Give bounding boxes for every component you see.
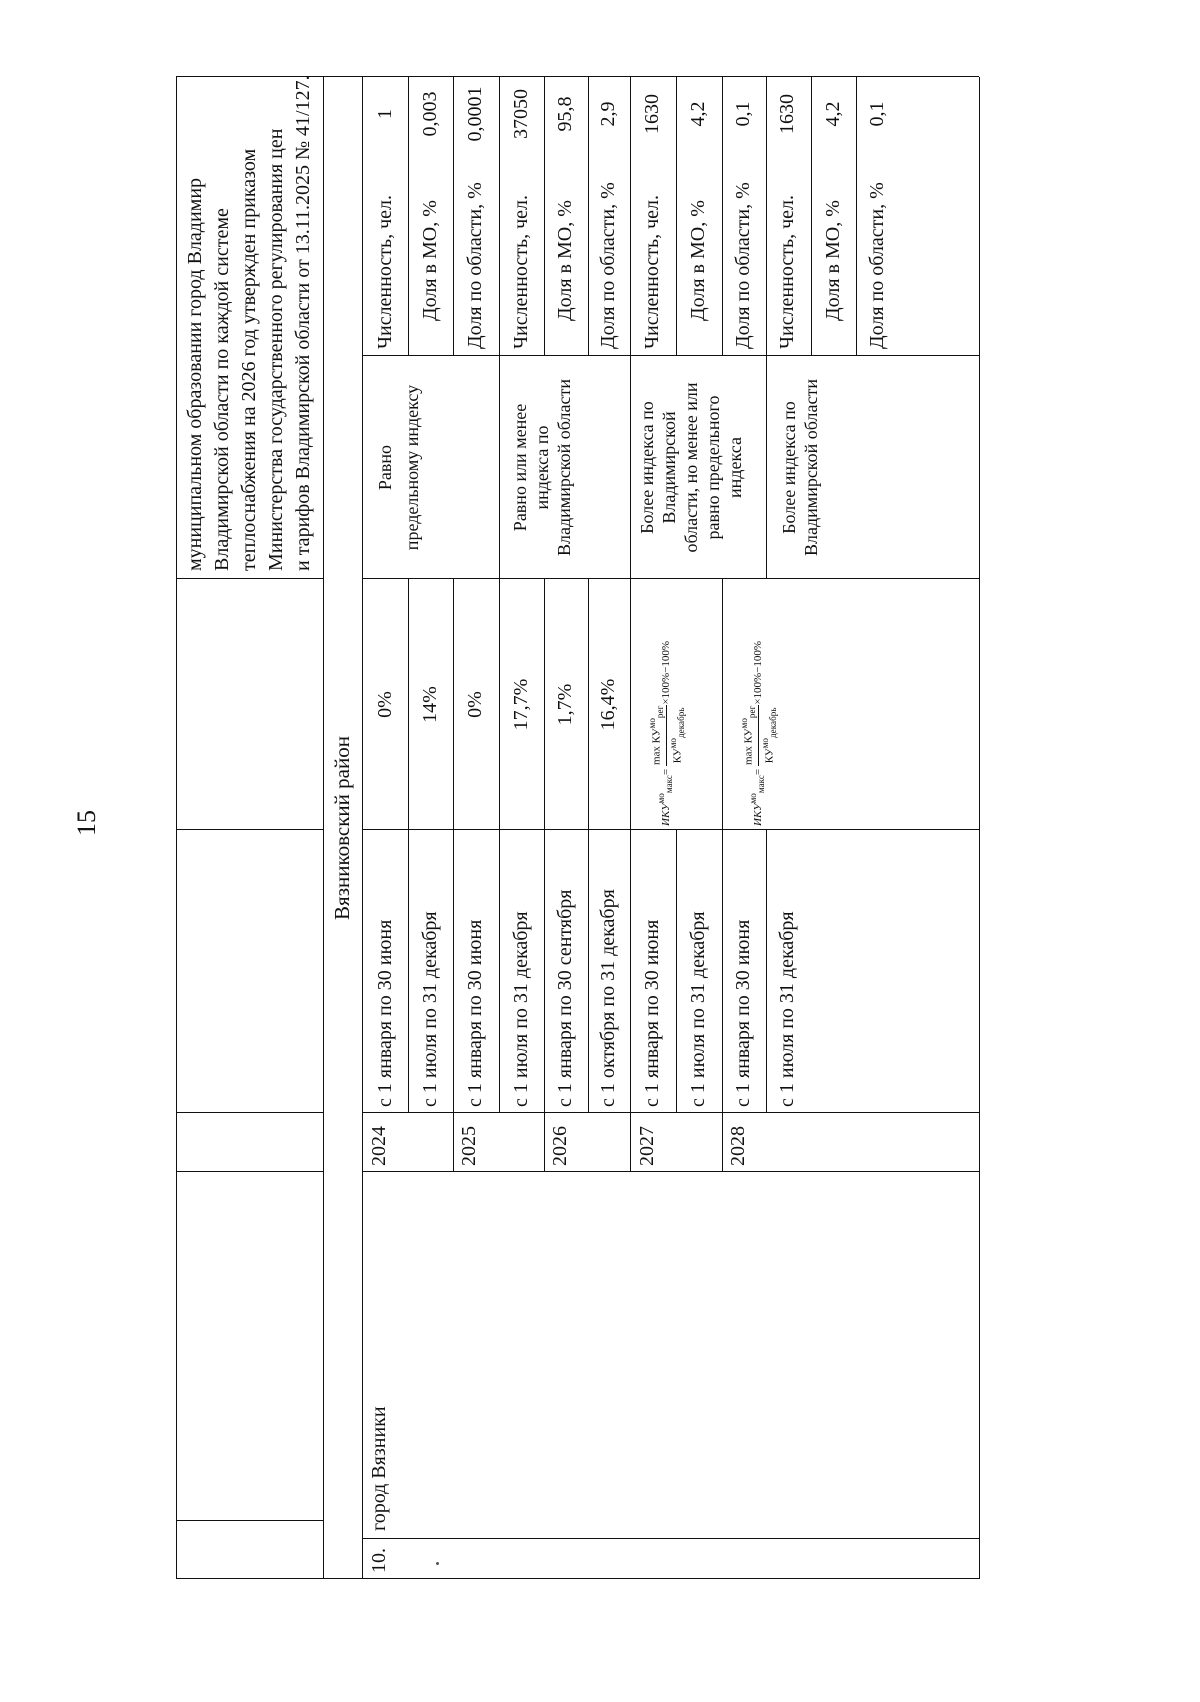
number-col-border	[362, 1538, 979, 1539]
header-note	[182, 75, 317, 571]
formula-denominator: КУ	[671, 748, 684, 764]
rotated-table	[176, 77, 979, 1579]
period-line	[630, 830, 631, 1113]
index-line	[722, 579, 723, 830]
index-cell: 17,7%	[510, 678, 532, 731]
period-line	[676, 830, 677, 1113]
metric-label: Доля по области, %	[732, 182, 754, 349]
max-index-formula: $ИКУ^{мо}_{макс}=$ $\max КУ^{мо}_{рег}$ $КУ^{мо}_{декабрь}$ ×100%−100%	[647, 640, 686, 826]
group-label-line: Владимирской области	[554, 379, 574, 556]
formula-sup: мо	[739, 718, 749, 729]
formula-tail: ×100%−100%	[751, 640, 764, 705]
metric-line	[408, 77, 409, 356]
period-cell: с 1 июля по 31 декабря	[419, 911, 441, 1107]
metric-label: Доля по области, %	[597, 182, 619, 349]
header-note-line: теплоснабжения на 2026 год утвержден приказом	[238, 148, 260, 571]
row-number: 10.	[368, 1548, 390, 1573]
period-line	[722, 830, 723, 1113]
formula-sub: макс	[664, 775, 675, 794]
header-note-line: Владимирской области по каждой системе	[211, 208, 233, 571]
formula-sub: рег	[746, 705, 757, 719]
metric-value: 1630	[776, 94, 798, 134]
metric-value: 0,1	[732, 101, 754, 127]
table-left-border	[176, 1578, 979, 1579]
group-label-line: области, но менее или	[681, 382, 701, 553]
group-label	[778, 356, 822, 579]
year-line	[453, 1113, 454, 1172]
metric-line	[856, 77, 857, 356]
index-line	[544, 579, 545, 830]
period-cell: с 1 января по 30 июня	[464, 919, 486, 1107]
group-label-line: Владимирской области	[801, 379, 821, 556]
metric-value: 4,2	[687, 101, 709, 127]
header-divider-2	[176, 1171, 323, 1172]
year-line	[630, 1113, 631, 1172]
period-cell: с 1 июля по 31 декабря	[776, 911, 798, 1107]
formula-fraction	[738, 705, 779, 766]
group-label-line: Равно или менее	[510, 403, 530, 532]
metric-line	[722, 77, 723, 356]
period-line	[588, 830, 589, 1113]
metric-value: 37050	[510, 89, 532, 139]
period-line	[453, 830, 454, 1113]
formula-lhs: ИКУ	[751, 803, 764, 826]
metric-line	[544, 77, 545, 356]
metric-line	[766, 77, 767, 356]
metric-line	[811, 77, 812, 356]
metric-value: 2,9	[597, 101, 619, 127]
district-heading: Вязниковский район	[330, 736, 354, 920]
group-label-line: индекса	[725, 437, 745, 498]
index-cell: 16,4%	[597, 678, 619, 731]
group-label-line: предельному индексу	[402, 384, 422, 551]
index-cell: 14%	[419, 686, 441, 723]
formula-sup: мо	[759, 737, 770, 749]
metric-value: 1630	[641, 94, 663, 134]
metric-label: Доля в МО, %	[554, 200, 576, 321]
metric-line	[588, 77, 589, 356]
period-line	[408, 830, 409, 1113]
district-bottom-border	[362, 77, 363, 1579]
period-cell: с 1 января по 30 июня	[732, 919, 754, 1107]
header-bottom-border	[323, 77, 324, 1579]
formula-fraction	[646, 705, 687, 766]
header-divider-3	[176, 1112, 323, 1113]
header-divider-1	[176, 1520, 323, 1521]
metric-line	[630, 77, 631, 356]
formula-sup: мо	[748, 793, 759, 804]
year-line	[722, 1113, 723, 1172]
year-cell: 2024	[368, 1126, 390, 1166]
metric-line	[453, 77, 454, 356]
formula-numerator: max КУ	[650, 728, 663, 766]
header-divider-5	[176, 578, 323, 579]
formula-sub: рег	[654, 705, 665, 719]
metric-label: Доля в МО, %	[687, 200, 709, 321]
index-cell: 0%	[464, 691, 486, 718]
group-line	[630, 356, 631, 579]
metric-label: Численность, чел.	[510, 195, 532, 349]
index-cell: 1,7%	[554, 683, 576, 726]
locality-col-border	[362, 1171, 979, 1172]
period-cell: с 1 июля по 31 декабря	[510, 911, 532, 1107]
metric-value: 0,1	[866, 101, 888, 127]
year-line	[544, 1113, 545, 1172]
period-cell: с 1 января по 30 сентября	[554, 889, 576, 1107]
index-cell: 0%	[374, 691, 396, 718]
period-line	[544, 830, 545, 1113]
year-cell: 2028	[727, 1126, 749, 1166]
period-cell: с 1 октября по 31 декабря	[597, 889, 619, 1107]
scan-speck	[436, 1562, 439, 1565]
metric-label: Численность, чел.	[374, 195, 396, 349]
group-label-line: Равно	[375, 444, 395, 491]
period-cell: с 1 июля по 31 декабря	[687, 911, 709, 1107]
metric-value: 4,2	[822, 101, 844, 127]
metric-label: Численность, чел.	[776, 195, 798, 349]
table-top-border	[176, 77, 177, 1579]
formula-sub: декабрь	[675, 707, 686, 738]
period-cell: с 1 января по 30 июня	[374, 919, 396, 1107]
group-label	[636, 356, 746, 579]
period-line	[766, 830, 767, 1113]
group-label-line: индекса по	[532, 425, 552, 510]
page-number: 15	[72, 810, 101, 836]
metric-line	[499, 77, 500, 356]
metric-value: 0,003	[419, 91, 441, 137]
formula-lhs: ИКУ	[659, 803, 672, 826]
formula-sup: мо	[647, 718, 657, 729]
index-line	[408, 579, 409, 830]
year-cell: 2026	[549, 1126, 571, 1166]
group-label	[372, 356, 426, 579]
formula-sub: макс	[756, 775, 767, 794]
metric-label: Численность, чел.	[641, 195, 663, 349]
metric-line	[676, 77, 677, 356]
metric-label: Доля в МО, %	[419, 200, 441, 321]
group-label-line: Владимирской	[659, 411, 679, 524]
index-line	[499, 579, 500, 830]
period-line	[499, 830, 500, 1113]
year-col-border	[362, 1112, 979, 1113]
index-line	[588, 579, 589, 830]
group-label-line: равно предельного	[703, 395, 723, 540]
metric-label: Доля по области, %	[464, 182, 486, 349]
group-label	[509, 356, 575, 579]
formula-numerator: max КУ	[742, 728, 755, 766]
locality-name: город Вязники	[368, 1406, 390, 1531]
metric-value: 95,8	[554, 96, 576, 132]
formula-sup: мо	[667, 737, 678, 749]
year-cell: 2027	[636, 1126, 658, 1166]
period-cell: с 1 января по 30 июня	[641, 919, 663, 1107]
header-divider-4	[176, 829, 323, 830]
year-cell: 2025	[458, 1126, 480, 1166]
metric-label: Доля по области, %	[866, 182, 888, 349]
formula-tail: ×100%−100%	[659, 640, 672, 705]
group-label-line: Более индекса по	[779, 401, 799, 534]
group-line	[499, 356, 500, 579]
metric-value: 0,0001	[464, 86, 486, 142]
formula-sup: мо	[656, 793, 667, 804]
formula-sub: декабрь	[767, 707, 778, 738]
header-note-line: Министерства государственного регулирования цен	[265, 128, 287, 571]
metric-value: 1	[374, 109, 396, 119]
index-line	[630, 579, 631, 830]
group-line	[766, 356, 767, 579]
table-bottom-border	[979, 77, 980, 1579]
metric-label: Доля в МО, %	[822, 200, 844, 321]
period-col-border	[362, 829, 979, 830]
group-label-line: Более индекса по	[637, 401, 657, 534]
header-note-line: и тарифов Владимирской области от 13.11.2025 № 41/127.	[292, 75, 314, 571]
max-index-formula: $ИКУ^{мо}_{макс}=$ $\max КУ^{мо}_{рег}$ $КУ^{мо}_{декабрь}$ ×100%−100%	[739, 640, 778, 826]
header-note-line: муниципальном образовании город Владимир	[184, 177, 206, 571]
index-line	[453, 579, 454, 830]
formula-denominator: КУ	[763, 748, 776, 764]
